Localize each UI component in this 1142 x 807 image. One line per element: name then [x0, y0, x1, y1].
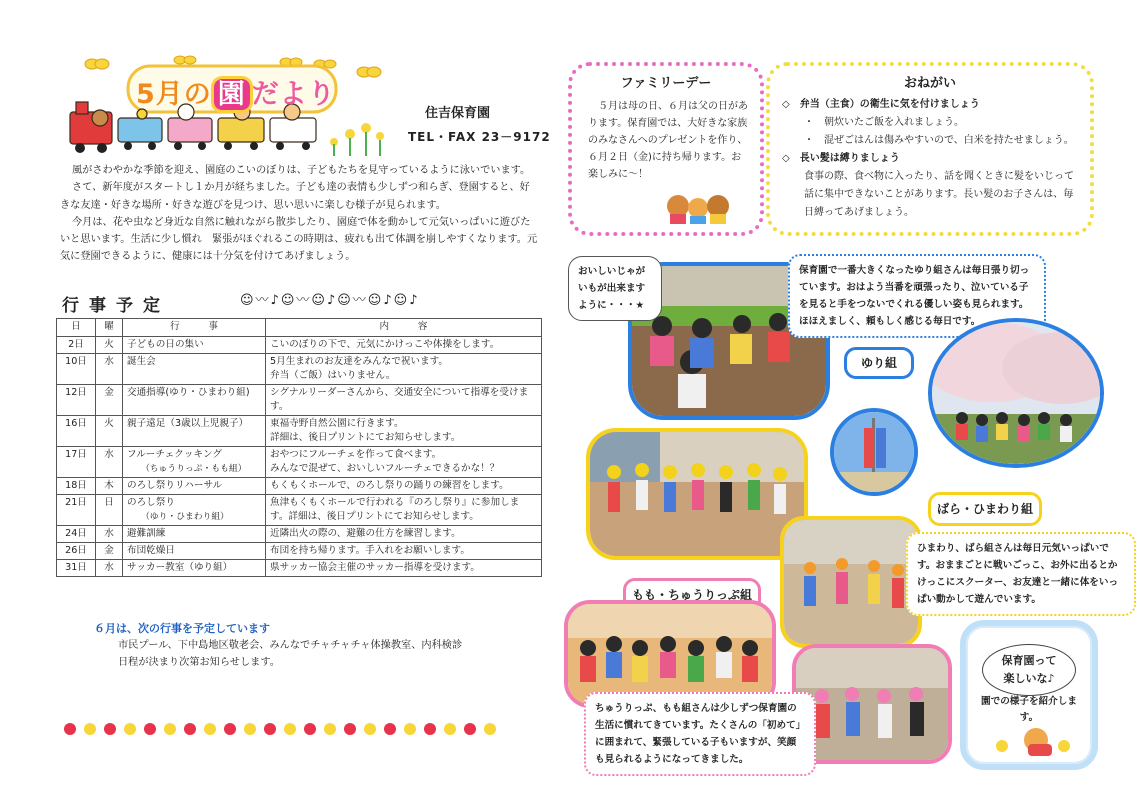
cell-weekday-text: 火	[104, 339, 114, 350]
label-bara-himawari: ばら・ひまわり組	[928, 492, 1042, 526]
title-dayori: だより	[251, 79, 336, 110]
chick-icon	[444, 723, 456, 735]
col-weekday: 曜	[96, 319, 123, 337]
cell-day	[57, 337, 96, 354]
cell-content-text: もくもくホールで、のろし祭りの踊りの練習をします。	[270, 480, 509, 491]
cell-day-text: 16日	[65, 418, 87, 429]
cell-event	[123, 354, 266, 385]
cell-weekday-text: 金	[104, 387, 114, 398]
cell-event-group: （ゆり・ひまわり組）	[141, 512, 229, 522]
chick-icon	[84, 723, 96, 735]
cell-event	[123, 543, 266, 560]
title-no: 月の	[155, 79, 212, 110]
cell-day-text: 12日	[65, 387, 87, 398]
cell-content-text: こいのぼりの下で、元気にかけっこや体操をします。	[270, 339, 500, 350]
cell-weekday	[96, 337, 123, 354]
cell-day-text: 26日	[65, 545, 87, 556]
table-row	[57, 560, 542, 577]
cell-day	[57, 447, 96, 478]
request-box	[766, 62, 1094, 236]
cell-event-text: 子どもの日の集い	[127, 339, 204, 350]
table-row	[57, 337, 542, 354]
speech-bubble-momo: ちゅうりっぷ、もも組さんは少しずつ保育園の生活に慣れてきています。たくさんの「初めて」に囲まれて、緊張している子もいますが、笑顔も見られるようになってきました。	[584, 692, 816, 776]
request-item-heading: ◇ 長い髪は縛りましょう	[782, 153, 900, 164]
cell-day	[57, 416, 96, 447]
cell-event-text: 親子遠足（3歳以上児親子）	[127, 418, 249, 429]
cell-event-text: 避難訓練	[127, 528, 166, 539]
cell-event-text: のろし祭りリハーサル	[127, 480, 223, 491]
chick-icon	[364, 723, 376, 735]
cell-weekday	[96, 354, 123, 385]
cell-day-text: 2日	[68, 339, 84, 350]
strawberry-icon	[224, 723, 236, 735]
chick-icon	[324, 723, 336, 735]
request-paragraph: 食事の際、食べ物に入ったり、話を聞くときに髪をいじって 話に集中できないことがあります。長い髪のお子さんは、毎日縛ってあげましょう。	[804, 171, 1084, 218]
cell-content-text: シグナルリーダーさんから、交通安全について指導を受けます。	[270, 387, 529, 412]
cell-day-text: 10日	[65, 356, 87, 367]
cell-weekday	[96, 526, 123, 543]
strawberry-icon	[144, 723, 156, 735]
cell-event	[123, 478, 266, 495]
intro-paragraph: 今月は、花や虫など身近な自然に触れながら散歩したり、園庭で体を動かして元気いっぱいに遊びたいと思います。生活に少し慣れ 緊張がほぐれるこの時期は、疲れも出て体調を崩しやすくなります。元気に登園できるように、健康には十分気を付けてあげましょう。	[60, 216, 538, 263]
cell-weekday	[96, 416, 123, 447]
col-event: 行 事	[123, 319, 266, 337]
cell-content-text: 東福寺野自然公園に行きます。 詳細は、後日プリントにてお知らせします。	[270, 418, 461, 443]
strawberry-icon	[64, 723, 76, 735]
cell-weekday-text: 水	[104, 449, 114, 460]
cell-day-text: 21日	[65, 497, 87, 508]
cell-weekday-text: 火	[104, 418, 114, 429]
school-name: 住吉保育園	[425, 106, 491, 121]
family-day-text: ５月は母の日、６月は父の日があります。保育園では、大好きな家族のみなさんへのプレゼントを作り、６月２日（金)に持ち帰ります。お楽しみに～！	[588, 101, 748, 180]
cell-event	[123, 560, 266, 577]
strawberry-icon	[424, 723, 436, 735]
table-row	[57, 354, 542, 385]
strawberry-icon	[344, 723, 356, 735]
cell-day	[57, 495, 96, 526]
cell-event	[123, 447, 266, 478]
banner-title	[136, 72, 336, 111]
cell-weekday	[96, 478, 123, 495]
schedule-table	[56, 318, 542, 577]
speech-bubble-yuri: 保育園で一番大きくなったゆり組さんは毎日張り切っています。おはよう当番を頑張ったり、泣いている子を見ると手をつないでくれる優しい姿も見られます。ほほえましく、頼もしく感じる毎日です。	[788, 254, 1046, 338]
speech-bubble-bara: ひまわり、ばら組さんは毎日元気いっぱいです。おままごとに戦いごっこ、お外に出るとかけっこにスクーター、お友達と一緒に体をいっぱい動かして遊んでいます。	[906, 532, 1136, 616]
cell-weekday-text: 水	[104, 528, 114, 539]
label-yuri: ゆり組	[844, 347, 914, 379]
table-header-row	[57, 319, 542, 337]
table-row	[57, 543, 542, 560]
photo-pink-hats	[792, 644, 952, 764]
cell-day-text: 18日	[65, 480, 87, 491]
cell-day	[57, 385, 96, 416]
cell-day	[57, 526, 96, 543]
kids-decoration-icon: ☺〰♪☺〰☺♪☺〰☺♪☺♪	[240, 293, 420, 308]
photo-yellow-hat-exercise	[586, 428, 808, 560]
speech-bubble-potato: おいしいじゃがいもが出来ますように・・・★	[568, 256, 662, 321]
newsletter-banner	[62, 50, 392, 158]
request-bullet: ・ 朝炊いたご飯を入れましょう。	[804, 117, 964, 128]
table-row	[57, 478, 542, 495]
cell-day-text: 31日	[65, 562, 87, 573]
cell-event-text: 誕生会	[127, 356, 156, 367]
photo-bara-outdoor	[780, 516, 922, 648]
intro-badge	[960, 620, 1098, 770]
cell-event-group: （ちゅうりっぷ・もも組）	[141, 464, 247, 474]
cell-day-text: 24日	[65, 528, 87, 539]
chick-icon	[404, 723, 416, 735]
intro-paragraph: さて、新年度がスタートし１か月が経ちました。子ども達の表情も少しずつ和らぎ、登園すると、好きな友達・好きな場所・好きな遊びを見つけ、思い思いに楽しむ様子が見られます。	[60, 182, 530, 211]
title-month: 5	[136, 79, 156, 110]
cell-weekday-text: 金	[104, 545, 114, 556]
cell-content	[266, 385, 542, 416]
cell-weekday-text: 木	[104, 480, 114, 491]
strawberry-chick-border	[62, 715, 502, 743]
cell-event	[123, 526, 266, 543]
chick-icon	[484, 723, 496, 735]
cell-weekday	[96, 495, 123, 526]
cell-content	[266, 478, 542, 495]
cell-event-text: 交通指導(ゆり・ひまわり組)	[127, 387, 250, 398]
cell-day-text: 17日	[65, 449, 87, 460]
cell-event	[123, 495, 266, 526]
cell-event	[123, 385, 266, 416]
col-content: 内 容	[266, 319, 542, 337]
photo-cherry-blossom-group	[928, 318, 1104, 468]
chick-icon	[124, 723, 136, 735]
strawberry-icon	[464, 723, 476, 735]
june-line: 市民プール、下中島地区敬老会、みんなでチャチャチャ体操教室、内科検診	[118, 640, 463, 651]
schedule-title: 行事予定	[62, 296, 170, 316]
cell-weekday-text: 日	[104, 497, 114, 508]
request-title: おねがい	[903, 76, 956, 91]
table-row	[57, 495, 542, 526]
title-en-char: 園	[214, 79, 250, 110]
family-day-box	[568, 62, 764, 236]
cell-event-text: 布団乾燥日	[127, 545, 175, 556]
cell-event-text: のろし祭り	[127, 497, 175, 508]
bear-icon	[988, 726, 1074, 756]
cell-content-text: 近隣出火の際の、避難の仕方を練習します。	[270, 528, 461, 539]
cell-event	[123, 337, 266, 354]
cell-content	[266, 416, 542, 447]
strawberry-icon	[104, 723, 116, 735]
june-heading: ６月は、次の行事を予定しています	[94, 622, 270, 635]
cell-weekday	[96, 447, 123, 478]
badge-subtitle: 園での様子を紹介します。	[981, 696, 1077, 723]
strawberry-icon	[304, 723, 316, 735]
badge-line: 楽しいな♪	[1003, 672, 1055, 685]
cell-weekday-text: 水	[104, 562, 114, 573]
june-line: 日程が決まり次第お知らせします。	[118, 657, 280, 668]
badge-title	[966, 652, 1092, 688]
cell-content-text: 県サッカー協会主催のサッカー指導を受けます。	[270, 562, 480, 573]
bear-family-icon	[664, 190, 734, 224]
june-body	[118, 637, 462, 671]
family-day-title: ファミリーデー	[620, 76, 712, 91]
cell-event-text: サッカー教室（ゆり組）	[127, 562, 233, 573]
cell-day	[57, 560, 96, 577]
chick-icon	[204, 723, 216, 735]
cell-content	[266, 526, 542, 543]
table-row	[57, 416, 542, 447]
table-row	[57, 385, 542, 416]
cell-day	[57, 354, 96, 385]
cell-content-text: 魚津もくもくホールで行われる『のろし祭り』に参加します。詳細は、後日プリントにてお知らせします。	[270, 497, 520, 522]
col-day: 日	[57, 319, 96, 337]
cell-content-text: 5月生まれのお友達をみんなで祝います。 弁当（ご飯）はいりません。	[270, 356, 449, 381]
request-body	[782, 96, 1082, 222]
table-row	[57, 447, 542, 478]
cell-weekday	[96, 385, 123, 416]
request-item-heading: ◇ 弁当（主食）の衛生に気を付けましょう	[782, 99, 980, 110]
cell-content	[266, 543, 542, 560]
family-day-body	[588, 98, 748, 183]
intro-text	[60, 162, 538, 266]
photo-koinobori	[830, 408, 918, 496]
cell-weekday	[96, 543, 123, 560]
strawberry-icon	[184, 723, 196, 735]
cell-content	[266, 337, 542, 354]
request-bullet: ・ 混ぜごはんは傷みやすいので、白米を持たせましょう。	[804, 135, 1074, 146]
chick-icon	[284, 723, 296, 735]
cell-content	[266, 354, 542, 385]
cell-content	[266, 495, 542, 526]
intro-paragraph: 風がさわやかな季節を迎え、園庭のこいのぼりは、子どもたちを見守っているように泳いでいます。	[72, 165, 531, 176]
cell-event-text: フルーチェクッキング	[127, 449, 222, 460]
cell-day	[57, 478, 96, 495]
label-momo-tulip: もも・ちゅうりっぷ組	[623, 578, 761, 612]
strawberry-icon	[384, 723, 396, 735]
strawberry-icon	[264, 723, 276, 735]
chick-icon	[164, 723, 176, 735]
cell-event	[123, 416, 266, 447]
cell-content-text: 布団を持ち帰ります。手入れをお願いします。	[270, 545, 470, 556]
cell-day	[57, 543, 96, 560]
cell-weekday	[96, 560, 123, 577]
school-tel: TEL・FAX 23－9172	[408, 130, 551, 144]
badge-line: 保育園って	[1001, 654, 1057, 667]
table-row	[57, 526, 542, 543]
cell-weekday-text: 水	[104, 356, 114, 367]
cell-content	[266, 447, 542, 478]
cell-content-text: おやつにフルーチェを作って食べます。 みんなで混ぜて、おいしいフルーチェできるかな！？	[270, 449, 500, 474]
chick-icon	[244, 723, 256, 735]
cell-content	[266, 560, 542, 577]
